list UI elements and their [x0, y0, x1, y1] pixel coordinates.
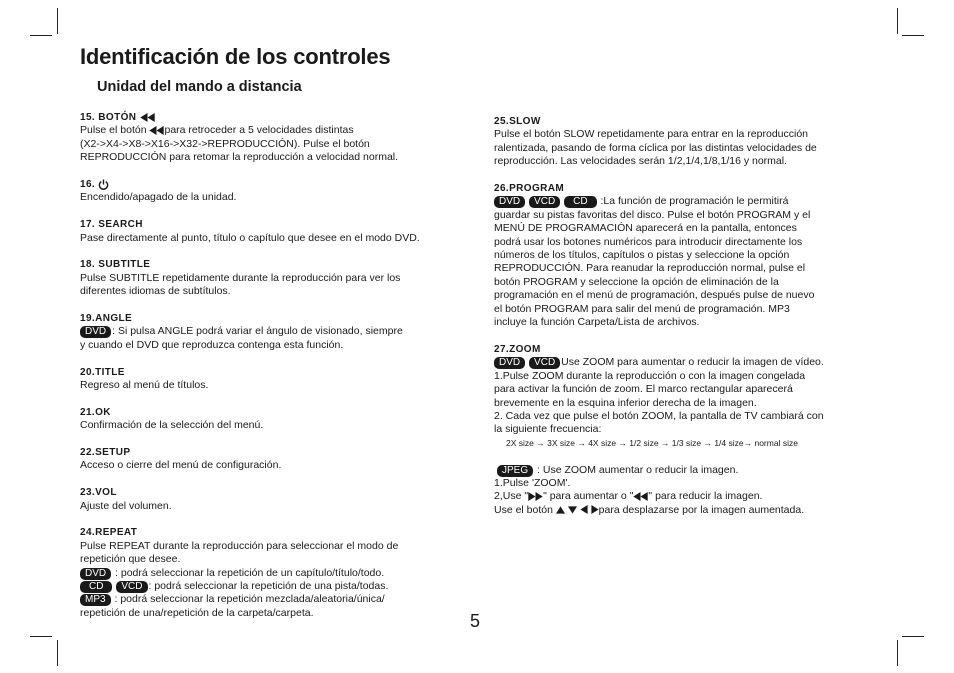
section-20-title: 20.TITLE Regreso al menú de títulos. — [80, 366, 209, 392]
page-subtitle: Unidad del mando a distancia — [97, 79, 302, 95]
right-column — [494, 115, 879, 531]
page-number: 5 — [470, 611, 481, 631]
arrow-left-icon — [580, 505, 588, 514]
section-15-rewind: 15. BOTÓN Pulse el botón para retroceder a 5 velocidades distintas (X2->X4->X8->X16->X32->REPRODUCCIÓN). Pulse el botón REPRODUCCIÓN para retomar la reproducción a velocidad normal. — [80, 111, 480, 165]
section-23-vol: 23.VOL Ajuste del volumen. — [80, 487, 172, 512]
cd-badge: CD — [564, 196, 596, 208]
dvd-badge: DVD — [494, 196, 525, 208]
cd-badge: CD — [80, 581, 112, 593]
zoom-frequency: 2X size → 3X size → 4X size → 1/2 size → 1/3 size → 1/4 size→ normal size — [506, 437, 798, 448]
section-19-angle: 19.ANGLE DVD : Si pulsa ANGLE podrá variar el ángulo de visionado, siempre y cuando el DVD que reproduzca contenga esta función. — [80, 313, 403, 351]
section-27-zoom: 27.ZOOM DVD VCD Use ZOOM para aumentar o reducir la imagen de vídeo. 1.Pulse ZOOM durante la reproducción o con la imagen congelada para activar la función de zoom. El marco rectangular aparecerá brevemente en la esquina inferior derecha de la imagen. 2. Cada vez que pulse el botón ZOOM, la pantalla de TV cambiará con la siguiente frecuencia: 2X size → 3X size → 4X size → 1/2 size → 1/3 size → 1/4 size→ normal size JPEG : Use ZOOM aumentar o reducir la imagen. 1.Pulse 'ZOOM'. 2,Use " " para aumentar o " " para reducir la imagen. Use el botón para desplazarse por la imagen aumentada. — [494, 343, 879, 517]
arrow-down-icon — [568, 506, 577, 514]
dvd-badge: DVD — [80, 326, 111, 338]
crop-mark — [30, 636, 52, 637]
left-column — [80, 111, 480, 634]
section-25-slow: 25.SLOW Pulse el botón SLOW repetidamente para entrar en la reproducción ralentizada, pasando de forma cíclica por las distintas velocidades de reproducción. Las velocidades serán 1/2,1/4,1/8,1/16 y normal. — [494, 116, 817, 168]
rewind-icon — [149, 126, 164, 135]
dvd-badge: DVD — [494, 357, 525, 369]
crop-mark — [30, 35, 52, 36]
crop-mark — [902, 636, 924, 637]
section-heading: 16. — [80, 178, 480, 191]
rewind-icon — [633, 492, 648, 501]
rewind-icon — [140, 113, 155, 122]
page-title: Identificación de los controles — [80, 44, 391, 69]
mp3-badge: MP3 — [80, 594, 111, 606]
section-16-power: 16. Encendido/apagado de la unidad. — [80, 178, 480, 205]
vcd-badge: VCD — [116, 581, 147, 593]
arrow-right-icon — [591, 505, 599, 514]
crop-mark — [897, 640, 898, 666]
dvd-badge: DVD — [80, 568, 111, 580]
arrow-up-icon — [556, 506, 565, 514]
section-17-search: 17. SEARCH Pase directamente al punto, título o capítulo que desee en el modo DVD. — [80, 219, 420, 244]
section-18-subtitle: 18. SUBTITLE Pulse SUBTITLE repetidamente durante la reproducción para ver los diferentes idiomas de subtítulos. — [80, 259, 401, 298]
crop-mark — [897, 8, 898, 34]
section-26-program: 26.PROGRAM DVD VCD CD :La función de programación le permitirá guardar su pistas favoritas del disco. Pulse el botón PROGRAM y el MENÚ DE PROGRAMACIÓN aparecerá en la pantalla, entonces podrá usar los botones numéricos para introducir directamente los números de los títulos, capítulos o pistas y seleccione la opción REPRODUCCIÓN. Para reanudar la reproducción normal, pulse el botón PROGRAM y seleccione la opción de eliminación de la programación en el menú de programación, después pulse de nuevo el botón PROGRAM para salir del menú de programación. MP3 incluye la función Carpeta/Lista de archivos. — [494, 183, 815, 329]
crop-mark — [902, 35, 924, 36]
section-heading: 15. BOTÓN — [80, 111, 480, 124]
section-21-ok: 21.OK Confirmación de la selección del menú. — [80, 406, 264, 432]
power-icon — [98, 179, 109, 190]
section-22-setup: 22.SETUP Acceso o cierre del menú de configuración. — [80, 447, 282, 472]
section-24-repeat: 24.REPEAT Pulse REPEAT durante la reproducción para seleccionar el modo de repetición que desee. DVD : podrá seleccionar la repetición de un capítulo/título/todo. CD VCD : podrá seleccionar la repetición de una pista/todas. MP3 : podrá seleccionar la repetición mezclada/aleatoria/única/ repetición de una/repetición de la carpeta/carpeta. — [80, 527, 399, 619]
vcd-badge: VCD — [529, 196, 560, 208]
fast-forward-icon — [528, 492, 543, 501]
vcd-badge: VCD — [529, 357, 560, 369]
crop-mark — [57, 640, 58, 666]
crop-mark — [57, 8, 58, 34]
jpeg-badge: JPEG — [497, 465, 533, 477]
